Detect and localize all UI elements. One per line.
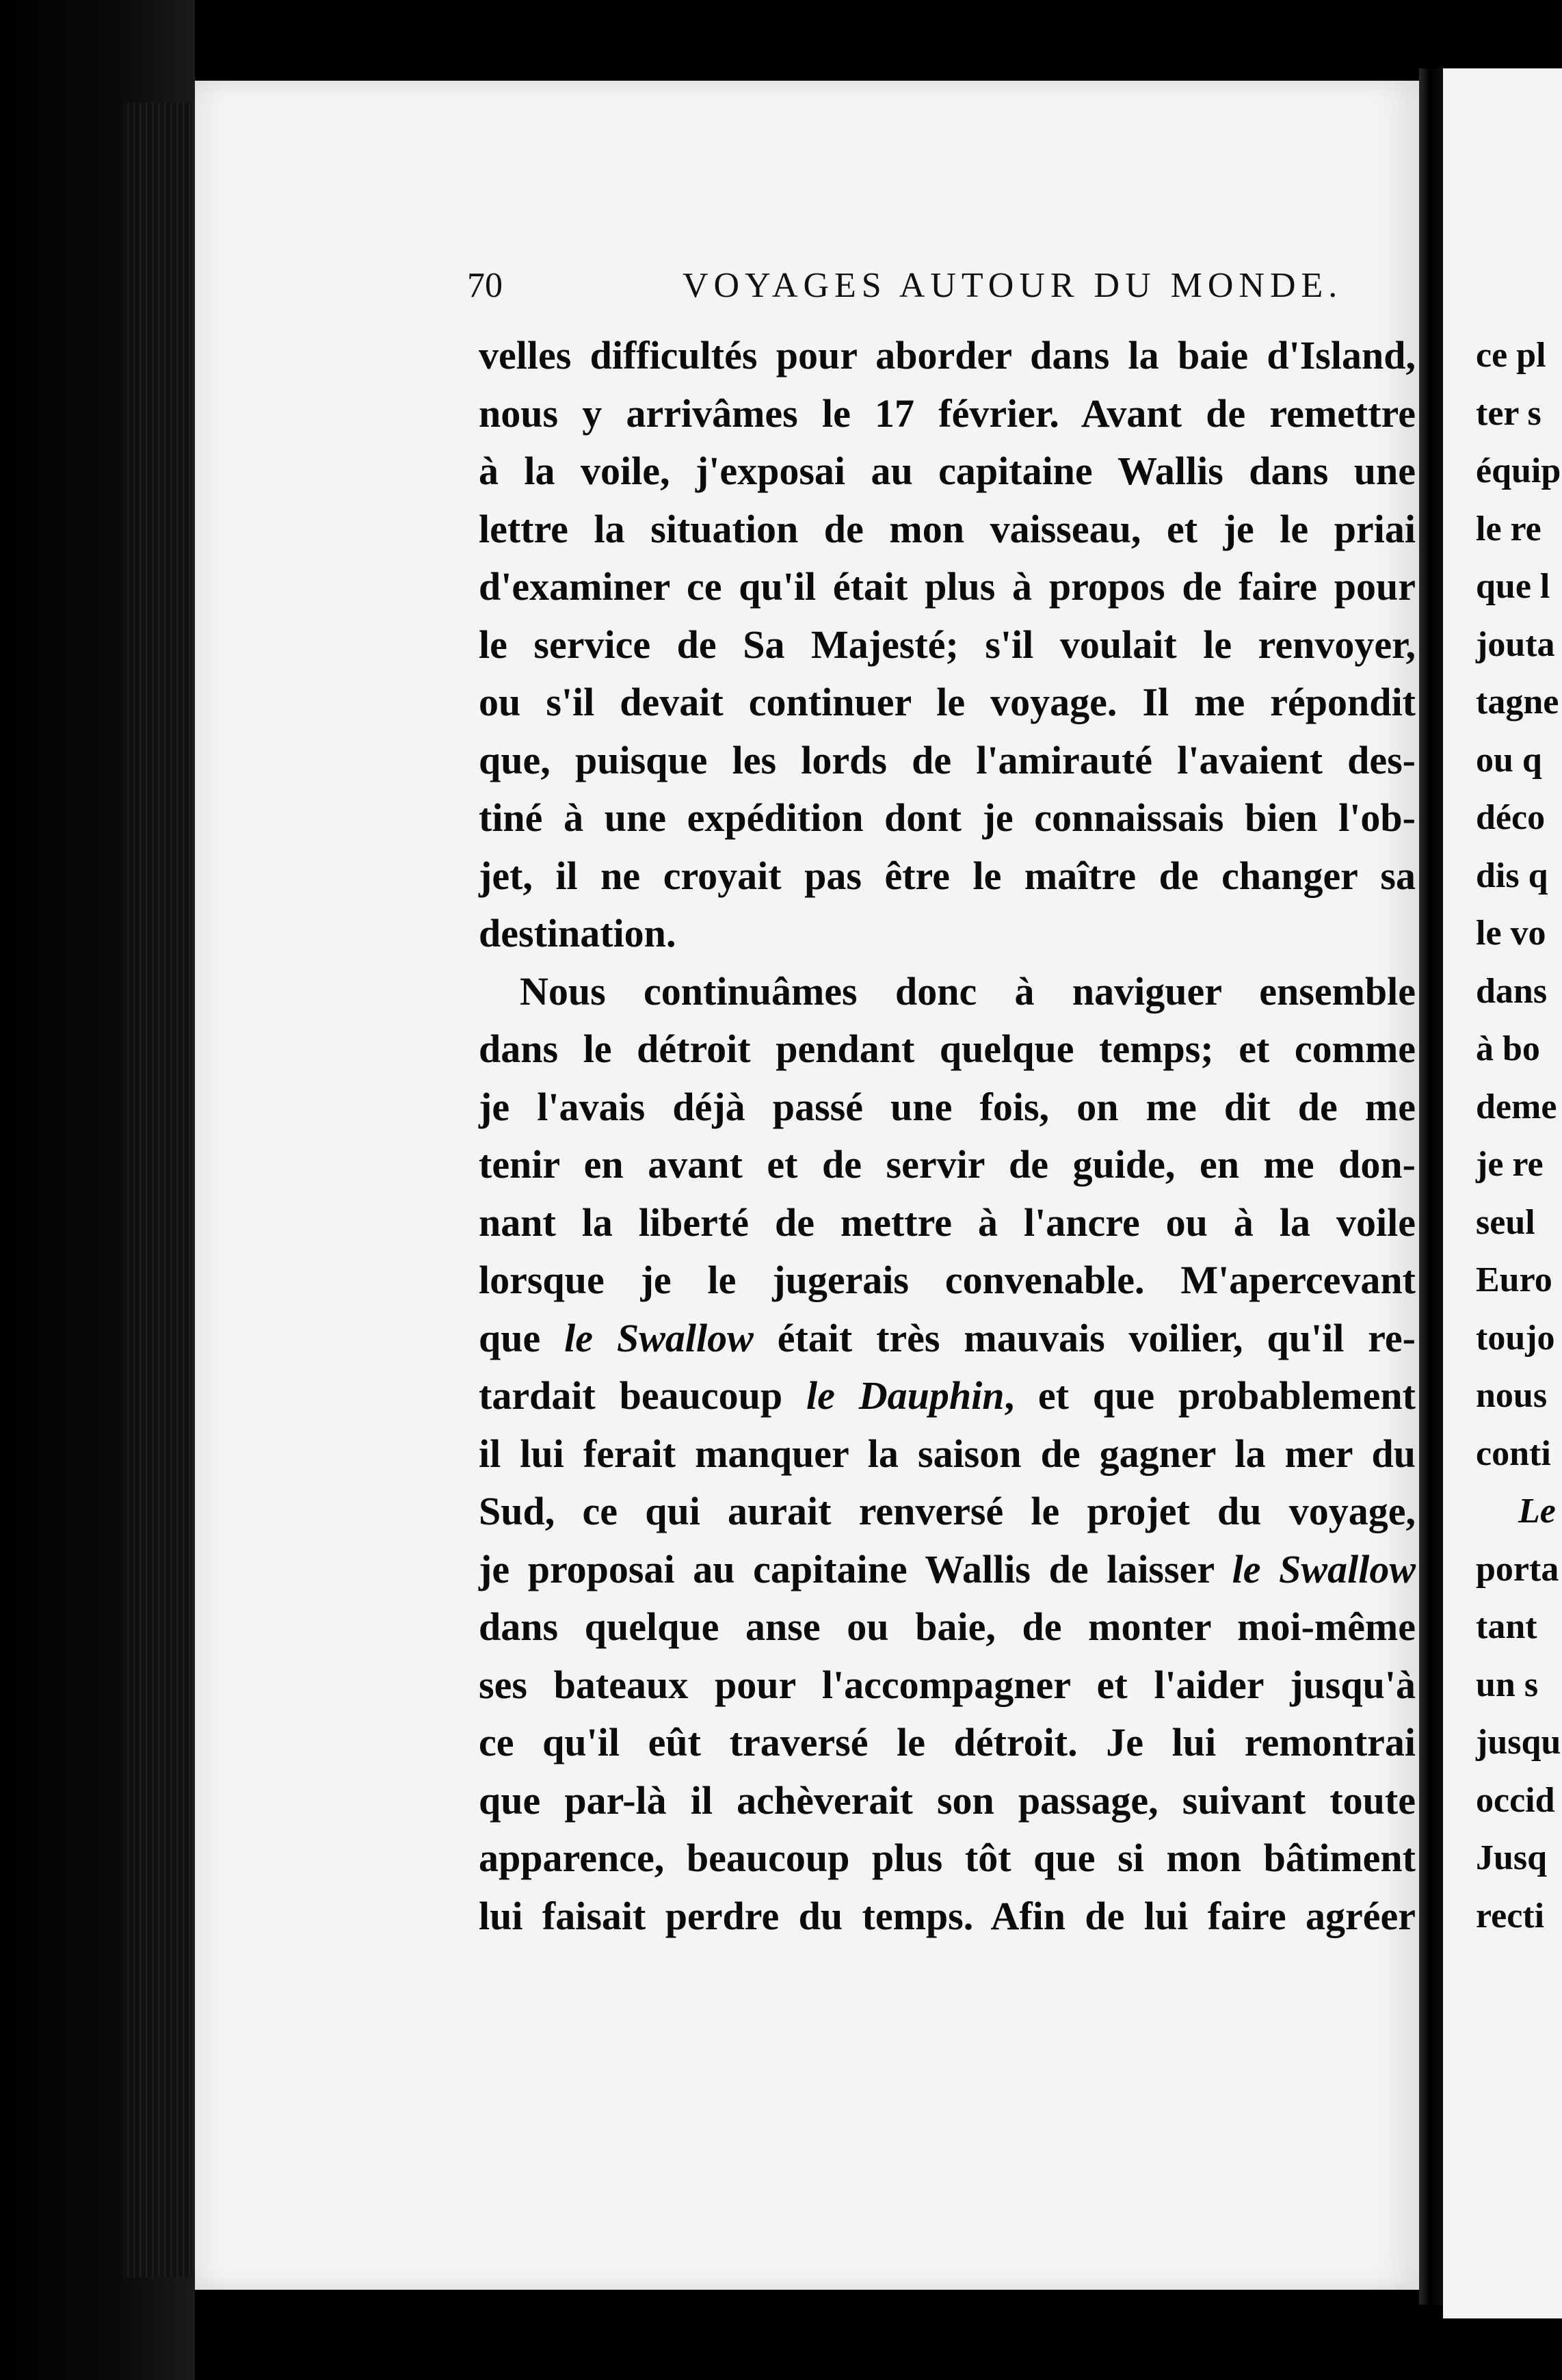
text-line — [479, 1310, 1416, 1367]
right-page-line: Le — [1518, 1492, 1556, 1531]
right-page-line: un s — [1476, 1665, 1539, 1704]
text-line: dans le détroit pendant quelque temps; et comme — [479, 1027, 1416, 1071]
right-page-line: tagne — [1476, 683, 1559, 722]
right-page-line: Euro — [1476, 1260, 1552, 1299]
text-line: velles difficultés pour aborder dans la baie d'Island, — [479, 333, 1416, 378]
text-line: le service de Sa Majesté; s'il voulait le renvoyer, — [479, 622, 1416, 667]
right-page-line: dans — [1476, 971, 1548, 1011]
text-line: Nous continuâmes donc à naviguer ensemble — [520, 968, 1416, 1014]
text-line: nant la liberté de mettre à l'ancre ou à la voile — [479, 1200, 1416, 1245]
right-page-line: conti — [1476, 1433, 1551, 1473]
right-page-line: dis q — [1476, 856, 1548, 895]
text-segment: était très mauvais voilier, qu'il re- — [753, 1315, 1416, 1360]
text-line: tiné à une expédition dont je connaissais bien l'ob- — [479, 795, 1416, 840]
right-page-line: déco — [1476, 798, 1546, 837]
right-page-line: tant — [1476, 1607, 1537, 1646]
right-page-line: occid — [1476, 1780, 1555, 1820]
right-page-line: seul — [1476, 1202, 1535, 1242]
right-page-line: ter s — [1476, 393, 1541, 433]
right-page-line: jusqu — [1476, 1723, 1561, 1762]
right-page-line: ou q — [1476, 740, 1542, 780]
text-line — [479, 1367, 1416, 1425]
text-line: que, puisque les lords de l'amirauté l'avaient des- — [479, 737, 1416, 782]
right-page-line: recti — [1476, 1896, 1545, 1935]
running-title: VOYAGES AUTOUR DU MONDE. — [683, 266, 1343, 305]
italic-ship-name: le Swallow — [564, 1315, 754, 1360]
right-page-line: je re — [1476, 1145, 1544, 1184]
text-line: lui faisait perdre du temps. Afin de lui faire agréer — [479, 1893, 1416, 1938]
text-line: jet, il ne croyait pas être le maître de changer sa — [479, 853, 1416, 898]
right-page-line: nous — [1476, 1376, 1548, 1415]
text-line: lorsque je le jugerais convenable. M'apercevant — [479, 1258, 1416, 1302]
text-line: d'examiner ce qu'il était plus à propos de faire pour — [479, 564, 1416, 609]
text-line — [479, 1541, 1416, 1598]
italic-ship-name: le Swallow — [1232, 1546, 1416, 1591]
right-page-line: équip — [1476, 451, 1561, 490]
text-segment: que — [479, 1315, 565, 1360]
right-page-line: porta — [1476, 1549, 1559, 1589]
page-gutter — [1419, 68, 1446, 2305]
running-header — [272, 265, 1380, 313]
right-page-line: à bo — [1476, 1029, 1540, 1068]
text-segment: je proposai au capitaine Wallis de laisser — [479, 1546, 1232, 1591]
italic-ship-name: le Dauphin — [806, 1373, 1005, 1418]
binding-edge — [123, 103, 191, 2277]
text-segment: , et que probablement — [1004, 1373, 1416, 1418]
text-line: il lui ferait manquer la saison de gagner la mer du — [479, 1431, 1416, 1476]
right-page-line: toujo — [1476, 1318, 1555, 1358]
right-page-line: le re — [1476, 509, 1541, 548]
text-line: à la voile, j'exposai au capitaine Wallis dans une — [479, 449, 1416, 493]
right-page-line: que l — [1476, 567, 1550, 606]
right-page-line: ce pl — [1476, 336, 1546, 375]
text-line: que par-là il achèverait son passage, suivant toute — [479, 1777, 1416, 1823]
right-page-line: Jusq — [1476, 1838, 1548, 1877]
right-page-line: jouta — [1476, 624, 1555, 664]
right-page-line: le vo — [1476, 914, 1546, 953]
text-line: destination. — [479, 911, 676, 955]
text-line: Sud, ce qui aurait renversé le projet du voyage, — [479, 1489, 1416, 1533]
text-line: nous y arrivâmes le 17 février. Avant de remettre — [479, 391, 1416, 436]
text-line: ses bateaux pour l'accompagner et l'aider jusqu'à — [479, 1662, 1416, 1707]
text-line: je l'avais déjà passé une fois, on me dit de me — [479, 1084, 1416, 1129]
text-line: ce qu'il eût traversé le détroit. Je lui remontrai — [479, 1720, 1416, 1764]
text-line: lettre la situation de mon vaisseau, et je le priai — [479, 506, 1416, 551]
page-number: 70 — [467, 266, 503, 305]
text-line: tenir en avant et de servir de guide, en me don- — [479, 1142, 1416, 1187]
text-segment: tardait beaucoup — [479, 1373, 807, 1418]
text-line: dans quelque anse ou baie, de monter moi-même — [479, 1604, 1416, 1649]
text-line: ou s'il devait continuer le voyage. Il me répondit — [479, 680, 1416, 724]
right-page-line: deme — [1476, 1087, 1557, 1126]
text-line: apparence, beaucoup plus tôt que si mon bâtiment — [479, 1836, 1416, 1880]
